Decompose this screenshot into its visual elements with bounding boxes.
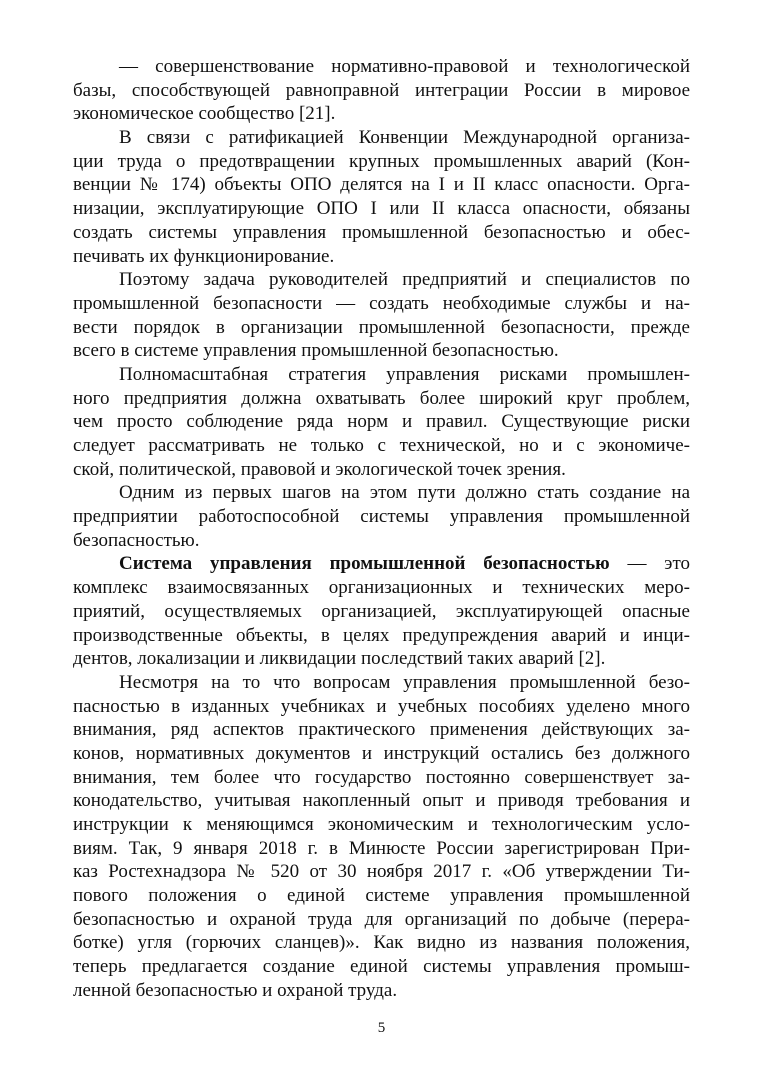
text-line: венции № 174) объекты ОПО делятся на I и II класс опасности. Орга- [73,174,690,196]
text-line: безопасностью. [73,529,200,551]
text-line: вести порядок в организации промышленной безопасности, прежде [73,316,690,338]
page-body [73,55,690,1003]
text-line: инструкции к меняющимся экономическим и технологическим усло- [73,814,690,835]
text-line: приятий, осуществляемых организацией, эксплуатирующей опасные [73,600,690,622]
text-line: низации, эксплуатирующие ОПО I или II класса опасности, обязаны [73,198,690,220]
text-line: внимания, ряд аспектов практического применения действующих за- [73,719,690,741]
text-line: создать системы управления промышленной безопасностью и обес- [73,221,690,243]
paragraph-1 [73,55,690,126]
text-line: ции труда о предотвращении крупных промышленных аварий (Кон- [73,150,690,172]
text-line: виям. Так, 9 января 2018 г. в Минюсте России зарегистрирован При- [73,837,690,859]
text-line: ботке) угля (горючих сланцев)». Как видно из названия положения, [73,932,690,954]
text-line: следует рассматривать не только с технической, но и с экономиче- [73,435,690,456]
text-line: ного предприятия должна охватывать более широкий круг проблем, [73,387,690,409]
text-line: всего в системе управления промышленной безопасностью. [73,340,559,362]
paragraph-definition [73,552,690,670]
text-line: Одним из первых шагов на этом пути должно стать создание на [119,482,690,504]
text-line: — совершенствование нормативно-правовой и технологической [119,56,690,77]
text-line: Полномасштабная стратегия управления рисками промышлен- [119,363,690,385]
text-line: каз Ростехнадзора № 520 от 30 ноября 2017 г. «Об утверждении Ти- [73,861,690,883]
paragraph-3 [73,268,690,363]
paragraph-2 [73,126,690,268]
text-line: Поэтому задача руководителей предприятий и специалистов по [119,269,690,291]
text-line: комплекс взаимосвязанных организационных и технических меро- [73,577,690,599]
text-line: конов, нормативных документов и инструкций остались без должного [73,742,690,764]
paragraph-4 [73,363,690,481]
text-line: ской, политической, правовой и экологической точек зрения. [73,458,566,480]
text-line: печивать их функционирование. [73,245,335,267]
text-line: В связи с ратификацией Конвенции Международной организа- [119,127,690,149]
text-line: чем просто соблюдение ряда норм и правил. Существующие риски [73,411,690,433]
text-line: дентов, локализации и ликвидации последствий таких аварий [2]. [73,648,606,670]
defined-term: Система управления промышленной безопасностью [119,553,610,575]
text-line: базы, способствующей равноправной интеграции России в мировое [73,79,690,101]
text-line: экономическое сообщество [21]. [73,103,336,125]
paragraph-7 [73,671,690,1003]
text-line: предприятии работоспособной системы управления промышленной [73,506,690,528]
definition-first-line [73,552,690,576]
paragraph-5 [73,481,690,552]
text-line: производственные объекты, в целях предупреждения аварий и инци- [73,624,690,646]
definition-dash: — это [609,553,690,575]
text-line: промышленной безопасности — создать необходимые службы и на- [73,292,690,314]
text-line: внимания, тем более что государство постоянно совершенствует за- [73,766,690,788]
text-line: безопасностью и охраной труда для организаций по добыче (перера- [73,908,690,930]
text-line: теперь предлагается создание единой системы управления промыш- [73,956,690,978]
text-line: пового положения о единой системе управления промышленной [73,885,690,907]
text-line: ленной безопасностью и охраной труда. [73,979,398,1001]
page-number: 5 [377,1020,386,1036]
text-line: пасностью в изданных учебниках и учебных пособиях уделено много [73,695,690,717]
text-line: Несмотря на то что вопросам управления промышленной безо- [119,671,690,693]
text-line: конодательство, учитывая накопленный опыт и приводя требования и [73,790,690,812]
